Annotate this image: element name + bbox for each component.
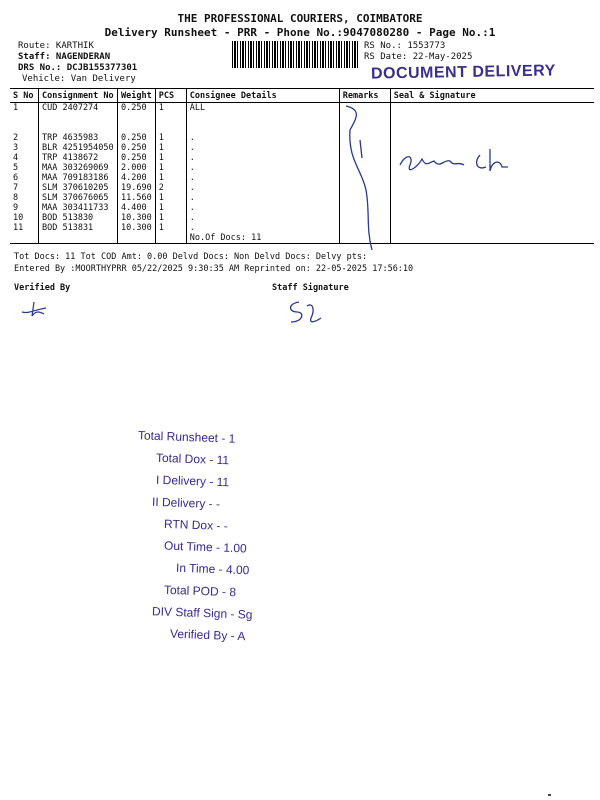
entered-by-line: Entered By :MOORTHYPRR 05/22/2025 9:30:35 AM Reprinted on: 22-05-2025 17:56:10 — [14, 264, 414, 274]
cell-seal — [390, 213, 594, 223]
cell-weight — [118, 113, 156, 123]
col-weight: Weight — [118, 89, 156, 103]
cell-pcs: 2 — [155, 183, 186, 193]
cell-sno: 6 — [10, 173, 39, 183]
cell-consignment: BLR 4251954050 — [39, 143, 118, 153]
col-remarks: Remarks — [339, 89, 390, 103]
rs-number: RS No.: 1553773 — [364, 41, 446, 51]
cell-weight — [118, 233, 156, 244]
table-row — [10, 123, 594, 133]
cell-sno: 4 — [10, 153, 39, 163]
cell-consignment: CUD 2407274 — [39, 103, 118, 114]
sheet-title: Delivery Runsheet - PRR - Phone No.:9047080280 - Page No.:1 — [104, 26, 496, 39]
stamp-line: RTN Dox - - — [163, 516, 229, 534]
table-row — [10, 223, 594, 233]
stamp-line: II Delivery - - — [151, 494, 221, 512]
cell-weight: 11.560 — [118, 193, 156, 203]
cell-consignment: BOD 513830 — [39, 213, 118, 223]
cell-consignment: TRP 4138672 — [39, 153, 118, 163]
cell-sno: 2 — [10, 133, 39, 143]
cell-pcs: 1 — [155, 133, 186, 143]
cell-pcs: 1 — [155, 203, 186, 213]
staff-signature — [285, 298, 325, 326]
staff-signature-label: Staff Signature — [272, 283, 349, 293]
cell-consignment: BOD 513831 — [39, 223, 118, 233]
table-row — [10, 203, 594, 213]
stamp-line: Total Runsheet - 1 — [137, 428, 236, 446]
company-title: THE PROFESSIONAL COURIERS, COIMBATORE — [177, 12, 423, 25]
cell-consignment: TRP 4635983 — [39, 133, 118, 143]
cell-consignee: . — [186, 173, 339, 183]
cell-seal — [390, 203, 594, 213]
cell-consignee — [186, 113, 339, 123]
cell-seal — [390, 103, 594, 114]
cell-sno — [10, 123, 39, 133]
cell-weight: 19.690 — [118, 183, 156, 193]
cell-sno: 7 — [10, 183, 39, 193]
drs-number: DRS No.: DCJB155377301 — [18, 63, 138, 73]
stamp-line: Verified By - A — [169, 626, 246, 644]
cell-sno: 3 — [10, 143, 39, 153]
barcode-image — [232, 41, 358, 68]
cell-seal — [390, 113, 594, 123]
cell-sno: 9 — [10, 203, 39, 213]
cell-consignee: . — [186, 153, 339, 163]
cell-sno — [10, 113, 39, 123]
cell-weight: 4.200 — [118, 173, 156, 183]
rs-date: RS Date: 22-May-2025 — [364, 52, 473, 62]
cell-consignee: ALL — [186, 103, 339, 114]
table-header-row — [10, 89, 594, 103]
cell-consignment: MAA 303269069 — [39, 163, 118, 173]
totals-line: Tot Docs: 11 Tot COD Amt: 0.00 Delvd Docs: Non Delvd Docs: Delvy pts: — [14, 252, 368, 262]
cell-pcs: 1 — [155, 143, 186, 153]
cell-weight: 2.000 — [118, 163, 156, 173]
vehicle-label: Vehicle: Van Delivery — [22, 74, 136, 84]
cell-consignee: . — [186, 223, 339, 233]
cell-seal — [390, 223, 594, 233]
remarks-pen-stroke — [340, 100, 380, 250]
cell-consignee: . — [186, 213, 339, 223]
cell-pcs — [155, 123, 186, 133]
cell-seal — [390, 233, 594, 244]
stamp-line: Out Time - 1.00 — [163, 538, 247, 556]
receiver-signature — [396, 145, 526, 185]
cell-pcs: 1 — [155, 213, 186, 223]
cell-pcs: 1 — [155, 223, 186, 233]
cell-consignee: . — [186, 203, 339, 213]
cell-consignee — [186, 123, 339, 133]
cell-consignee: . — [186, 193, 339, 203]
cell-weight: 0.250 — [118, 133, 156, 143]
cell-sno: 5 — [10, 163, 39, 173]
stamp-line: Total Dox - 11 — [155, 450, 230, 468]
scan-speck — [548, 794, 551, 796]
cell-consignee: No.Of Docs: 11 — [186, 233, 339, 244]
table-row — [10, 193, 594, 203]
cell-pcs: 1 — [155, 173, 186, 183]
cell-weight: 0.250 — [118, 103, 156, 114]
cell-weight: 0.250 — [118, 143, 156, 153]
cell-pcs: 1 — [155, 193, 186, 203]
cell-seal — [390, 123, 594, 133]
col-consignee: Consignee Details — [186, 89, 339, 103]
table-row — [10, 233, 594, 244]
cell-sno: 1 — [10, 103, 39, 114]
cell-sno: 10 — [10, 213, 39, 223]
stamp-line: Total POD - 8 — [163, 582, 237, 600]
route-label: Route: KARTHIK — [18, 41, 94, 51]
col-sno: S No — [10, 89, 39, 103]
verified-by-label: Verified By — [14, 283, 71, 293]
cell-consignment: MAA 303411733 — [39, 203, 118, 213]
table-row — [10, 133, 594, 143]
cell-consignment — [39, 123, 118, 133]
cell-consignment: SLM 370676065 — [39, 193, 118, 203]
stamp-line: DIV Staff Sign - Sg — [151, 604, 253, 622]
cell-sno: 11 — [10, 223, 39, 233]
cell-consignee: . — [186, 163, 339, 173]
cell-pcs: 1 — [155, 153, 186, 163]
verified-signature — [20, 300, 50, 320]
col-consignment: Consignment No — [39, 89, 118, 103]
cell-consignment — [39, 233, 118, 244]
cell-consignee: . — [186, 183, 339, 193]
cell-seal — [390, 133, 594, 143]
table-row — [10, 103, 594, 114]
cell-weight: 10.300 — [118, 223, 156, 233]
staff-label: Staff: NAGENDERAN — [18, 52, 111, 62]
cell-sno: 8 — [10, 193, 39, 203]
cell-pcs: 1 — [155, 103, 186, 114]
cell-pcs: 1 — [155, 163, 186, 173]
stamp-line: I Delivery - 11 — [155, 472, 230, 490]
cell-weight: 4.400 — [118, 203, 156, 213]
col-seal-signature: Seal & Signature — [390, 89, 594, 103]
document-delivery-stamp: DOCUMENT DELIVERY — [370, 62, 556, 83]
cell-consignment: SLM 370610205 — [39, 183, 118, 193]
cell-consignment: MAA 709183186 — [39, 173, 118, 183]
cell-weight: 0.250 — [118, 153, 156, 163]
table-row — [10, 113, 594, 123]
col-pcs: PCS — [155, 89, 186, 103]
table-row — [10, 213, 594, 223]
stamp-line: In Time - 4.00 — [175, 560, 250, 578]
cell-consignee: . — [186, 133, 339, 143]
cell-weight — [118, 123, 156, 133]
cell-sno — [10, 233, 39, 244]
cell-weight: 10.300 — [118, 213, 156, 223]
cell-pcs — [155, 113, 186, 123]
cell-seal — [390, 193, 594, 203]
cell-consignee: . — [186, 143, 339, 153]
cell-consignment — [39, 113, 118, 123]
cell-pcs — [155, 233, 186, 244]
